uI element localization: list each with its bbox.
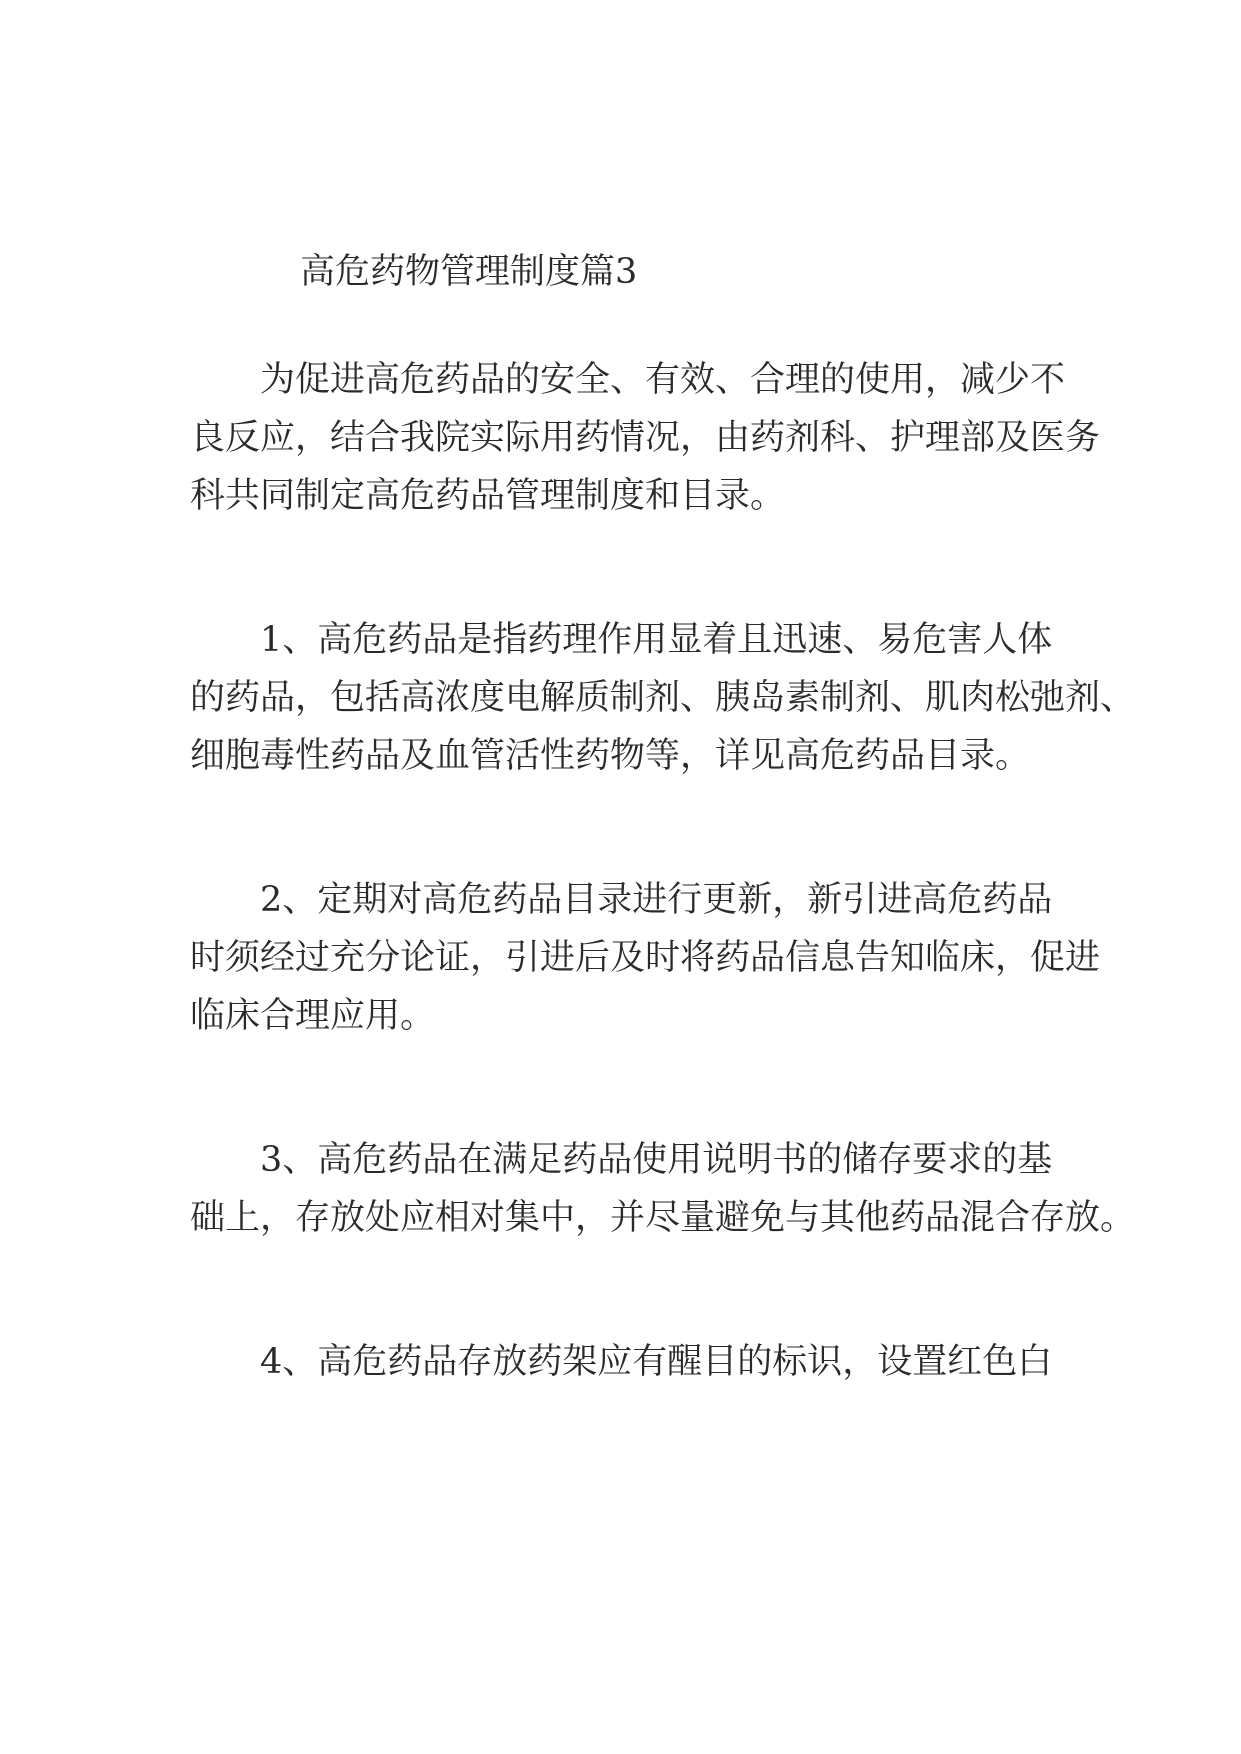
paragraph-5-line-1: 4、高危药品存放药架应有醒目的标识，设置红色白 [190, 1342, 1053, 1382]
paragraph-3-line-1: 2、定期对高危药品目录进行更新，新引进高危药品 [190, 880, 1053, 920]
paragraph-1-line-3: 科共同制定高危药品管理制度和目录。 [190, 476, 786, 516]
paragraph-1-line-1: 为促进高危药品的安全、有效、合理的使用，减少不 [190, 360, 1066, 400]
paragraph-2-line-1: 1、高危药品是指药理作用显着且迅速、易危害人体 [190, 620, 1053, 660]
paragraph-4-line-1: 3、高危药品在满足药品使用说明书的储存要求的基 [190, 1140, 1053, 1180]
paragraph-2-line-2: 的药品，包括高浓度电解质制剂、胰岛素制剂、肌肉松弛剂、 [190, 678, 1136, 718]
paragraph-1-line-2: 良反应，结合我院实际用药情况，由药剂科、护理部及医务 [190, 418, 1101, 458]
document-title: 高危药物管理制度篇3 [300, 252, 638, 292]
paragraph-3-line-3: 临床合理应用。 [190, 996, 436, 1036]
paragraph-3-line-2: 时须经过充分论证，引进后及时将药品信息告知临床，促进 [190, 938, 1101, 978]
paragraph-2-line-3: 细胞毒性药品及血管活性药物等，详见高危药品目录。 [190, 736, 1031, 776]
paragraph-4-line-2: 础上，存放处应相对集中，并尽量避免与其他药品混合存放。 [190, 1198, 1136, 1238]
